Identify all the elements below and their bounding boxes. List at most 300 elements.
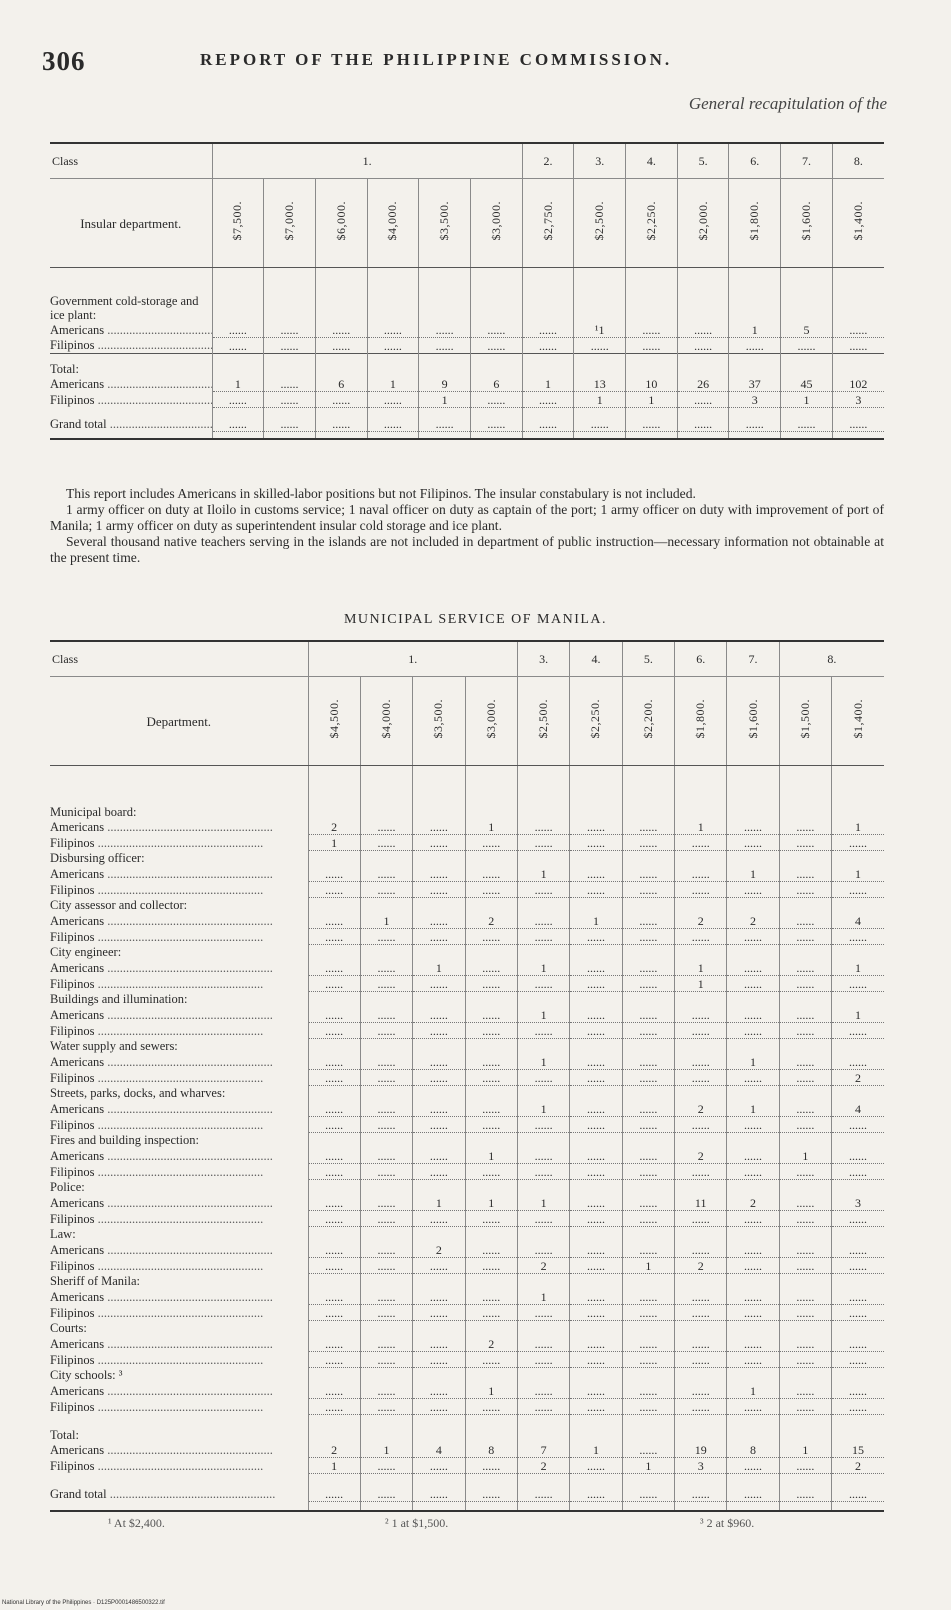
value-cell: 1 — [779, 1148, 831, 1164]
value-cell: ...... — [727, 1117, 779, 1133]
value-cell: ...... — [308, 1258, 360, 1274]
value-cell: ...... — [675, 1486, 727, 1502]
dept-americans-row — [50, 913, 884, 929]
value-cell: ...... — [832, 1383, 884, 1399]
value-cell: ...... — [622, 1023, 674, 1039]
value-cell: ...... — [675, 1289, 727, 1305]
value-cell: 4 — [832, 913, 884, 929]
value-cell: ...... — [522, 322, 574, 338]
salary-label: $1,800. — [747, 201, 762, 241]
value-cell: 1 — [622, 1458, 674, 1474]
class-header-4: 4. — [626, 143, 678, 179]
department-name: Law: — [50, 1227, 76, 1242]
value-cell: ...... — [570, 1289, 622, 1305]
value-cell: ...... — [360, 1054, 412, 1070]
value-cell: 1 — [517, 1054, 569, 1070]
value-cell: ...... — [212, 338, 264, 354]
value-cell: 1 — [465, 1195, 517, 1211]
value-cell: ...... — [517, 1211, 569, 1227]
value-cell: ...... — [470, 322, 522, 338]
department-name: City schools: ³ — [50, 1368, 123, 1383]
value-cell: ...... — [360, 1352, 412, 1368]
value-cell: ...... — [308, 1164, 360, 1180]
value-cell: ...... — [419, 416, 471, 432]
value-cell: ...... — [413, 1399, 465, 1415]
gov-cold-storage-label: Government cold-storage and ice plant: — [50, 294, 199, 322]
value-cell: 11 — [675, 1195, 727, 1211]
dept-americans-row — [50, 1195, 884, 1211]
value-cell: ...... — [675, 1023, 727, 1039]
value-cell: ...... — [465, 1023, 517, 1039]
salary-header — [470, 179, 522, 268]
category-row — [50, 1039, 884, 1055]
value-cell: ...... — [413, 1383, 465, 1399]
value-cell: ...... — [727, 1399, 779, 1415]
value-cell: ...... — [212, 416, 264, 432]
value-cell: 1 — [727, 1101, 779, 1117]
value-cell: 2 — [517, 1458, 569, 1474]
salary-header — [212, 179, 264, 268]
value-cell: ...... — [727, 835, 779, 851]
value-cell: ...... — [517, 913, 569, 929]
value-cell: ...... — [570, 1023, 622, 1039]
total-americans-row — [50, 376, 884, 392]
value-cell: ...... — [308, 1023, 360, 1039]
total-filipinos-row-label: Filipinos ..... — [50, 1458, 308, 1474]
value-cell: ...... — [779, 1383, 831, 1399]
value-cell: ...... — [570, 1148, 622, 1164]
value-cell: ...... — [570, 1242, 622, 1258]
value-cell: ...... — [517, 1164, 569, 1180]
value-cell: ...... — [413, 1289, 465, 1305]
value-cell: 15 — [832, 1442, 884, 1458]
value-cell: ...... — [570, 929, 622, 945]
value-cell: ...... — [413, 1023, 465, 1039]
department-name: Fires and building inspection: — [50, 1133, 199, 1148]
dept-filipinos-row — [50, 1023, 884, 1039]
value-cell: 1 — [570, 913, 622, 929]
class-header-7: 7. — [781, 143, 833, 179]
salary-header — [626, 179, 678, 268]
class-header: 6. — [675, 641, 727, 677]
dept-filipinos-row-label: Filipinos ..... — [50, 929, 308, 945]
class-label: Class — [50, 143, 212, 179]
value-cell: ...... — [570, 1352, 622, 1368]
value-cell: ...... — [622, 866, 674, 882]
value-cell: 1 — [517, 1195, 569, 1211]
value-cell: ...... — [360, 819, 412, 835]
salary-header — [522, 179, 574, 268]
category-row — [50, 851, 884, 867]
value-cell: ...... — [729, 416, 781, 432]
value-cell: ...... — [675, 1211, 727, 1227]
value-cell: ...... — [727, 1007, 779, 1023]
salary-header — [570, 677, 622, 766]
salary-header — [781, 179, 833, 268]
salary-label: $3,500. — [431, 699, 446, 739]
value-cell: 1 — [832, 866, 884, 882]
value-cell: ...... — [470, 416, 522, 432]
value-cell: 45 — [781, 376, 833, 392]
value-cell: 7 — [517, 1442, 569, 1458]
value-cell: ...... — [779, 1289, 831, 1305]
value-cell: 2 — [308, 1442, 360, 1458]
value-cell: ...... — [779, 882, 831, 898]
value-cell: 1 — [465, 1383, 517, 1399]
salary-label: $1,500. — [797, 699, 812, 739]
grand-total-row — [50, 1486, 884, 1502]
value-cell: ...... — [360, 1383, 412, 1399]
value-cell: ...... — [360, 1101, 412, 1117]
value-cell: ...... — [779, 1458, 831, 1474]
page-number: 306 — [42, 46, 86, 76]
value-cell: 2 — [465, 913, 517, 929]
value-cell: 4 — [413, 1442, 465, 1458]
note-2: 1 army officer on duty at Iloilo in customs service; 1 naval officer on duty as captain of the port; 1 army officer on duty with improvement of port of Manila; 1 army officer on duty as superintendent insular cold storage and ice plant. — [50, 502, 884, 533]
value-cell: 3 — [832, 392, 884, 408]
value-cell: ...... — [570, 835, 622, 851]
value-cell: ...... — [517, 819, 569, 835]
value-cell: 2 — [675, 1258, 727, 1274]
salary-header — [574, 179, 626, 268]
dept-americans-row — [50, 960, 884, 976]
dept-filipinos-row-label: Filipinos ..... — [50, 1070, 308, 1086]
dept-filipinos-row — [50, 929, 884, 945]
value-cell: ...... — [367, 338, 419, 354]
value-cell: 1 — [308, 1458, 360, 1474]
value-cell: ...... — [781, 338, 833, 354]
value-cell: ...... — [413, 1336, 465, 1352]
value-cell: ...... — [517, 1352, 569, 1368]
value-cell: ...... — [308, 866, 360, 882]
value-cell: ...... — [360, 1195, 412, 1211]
value-cell: ...... — [360, 1211, 412, 1227]
value-cell: 1 — [517, 866, 569, 882]
value-cell: 2 — [675, 913, 727, 929]
value-cell: ...... — [727, 1305, 779, 1321]
salary-row — [50, 179, 884, 268]
value-cell: ...... — [465, 1007, 517, 1023]
value-cell: 8 — [727, 1442, 779, 1458]
table-subhead: General recapitulation of the — [688, 94, 887, 113]
class-row — [50, 143, 884, 179]
value-cell: 1 — [675, 976, 727, 992]
value-cell: ...... — [727, 882, 779, 898]
value-cell: ...... — [622, 929, 674, 945]
value-cell: 37 — [729, 376, 781, 392]
salary-label: $2,000. — [695, 201, 710, 241]
value-cell: ...... — [360, 1336, 412, 1352]
value-cell: ...... — [264, 376, 316, 392]
category-row — [50, 1274, 884, 1290]
value-cell: 1 — [465, 1148, 517, 1164]
value-cell: ...... — [413, 819, 465, 835]
value-cell: ...... — [622, 1101, 674, 1117]
value-cell: ...... — [570, 1117, 622, 1133]
salary-header — [360, 677, 412, 766]
value-cell: ...... — [308, 929, 360, 945]
value-cell: 102 — [832, 376, 884, 392]
value-cell: ...... — [779, 819, 831, 835]
value-cell: ...... — [675, 1352, 727, 1368]
value-cell: ...... — [622, 1289, 674, 1305]
value-cell: ...... — [727, 1289, 779, 1305]
value-cell: ...... — [264, 322, 316, 338]
value-cell: ...... — [622, 1148, 674, 1164]
dept-americans-row-label: Americans ..... — [50, 913, 308, 929]
value-cell: 2 — [413, 1242, 465, 1258]
value-cell: ...... — [832, 976, 884, 992]
spacer-row — [50, 1474, 884, 1487]
category-row — [50, 1227, 884, 1243]
dept-filipinos-row — [50, 1211, 884, 1227]
value-cell: ...... — [675, 866, 727, 882]
value-cell: ...... — [308, 960, 360, 976]
dept-americans-row — [50, 1148, 884, 1164]
dept-americans-row-label: Americans ..... — [50, 1383, 308, 1399]
value-cell: 1 — [832, 1007, 884, 1023]
value-cell: 10 — [626, 376, 678, 392]
category-row — [50, 992, 884, 1008]
value-cell: ...... — [622, 882, 674, 898]
footnote-1: ¹ At $2,400. — [108, 1516, 165, 1530]
value-cell: ...... — [779, 1305, 831, 1321]
category-row — [50, 1086, 884, 1102]
value-cell: ...... — [465, 976, 517, 992]
dept-americans-row-label: Americans ..... — [50, 1101, 308, 1117]
salary-label: $2,250. — [643, 201, 658, 241]
value-cell: ...... — [360, 835, 412, 851]
value-cell: ...... — [308, 1352, 360, 1368]
value-cell: ...... — [570, 1195, 622, 1211]
value-cell: ...... — [308, 1195, 360, 1211]
value-cell: ...... — [360, 929, 412, 945]
value-cell: ...... — [779, 1101, 831, 1117]
value-cell: ...... — [308, 913, 360, 929]
value-cell: ...... — [779, 866, 831, 882]
value-cell: ...... — [570, 1070, 622, 1086]
value-cell: ...... — [570, 1336, 622, 1352]
value-cell: ...... — [419, 322, 471, 338]
value-cell: 26 — [677, 376, 729, 392]
grand-total-row — [50, 416, 884, 432]
value-cell: ...... — [779, 1399, 831, 1415]
value-cell: 2 — [832, 1458, 884, 1474]
value-cell: ...... — [675, 1399, 727, 1415]
salary-label: $2,200. — [640, 699, 655, 739]
value-cell: ...... — [517, 1070, 569, 1086]
value-cell: ...... — [360, 1486, 412, 1502]
salary-label: $4,000. — [379, 699, 394, 739]
value-cell: ...... — [465, 929, 517, 945]
category-row — [50, 362, 884, 376]
department-name: City engineer: — [50, 945, 122, 960]
value-cell: ...... — [779, 1164, 831, 1180]
value-cell: ...... — [465, 1289, 517, 1305]
value-cell: ...... — [727, 1023, 779, 1039]
value-cell: ...... — [779, 835, 831, 851]
value-cell: 2 — [517, 1258, 569, 1274]
value-cell: ...... — [570, 1399, 622, 1415]
value-cell: ...... — [308, 1242, 360, 1258]
category-row — [50, 945, 884, 961]
value-cell: ...... — [413, 1458, 465, 1474]
salary-label: $2,500. — [536, 699, 551, 739]
value-cell: ...... — [727, 819, 779, 835]
value-cell: ...... — [622, 1164, 674, 1180]
value-cell: ...... — [360, 866, 412, 882]
value-cell: ...... — [832, 1399, 884, 1415]
grand-total-row-label: Grand total ..... — [50, 416, 212, 432]
salary-header — [465, 677, 517, 766]
value-cell: ...... — [360, 1164, 412, 1180]
value-cell: ...... — [413, 1211, 465, 1227]
value-cell: 1 — [779, 1442, 831, 1458]
value-cell: ...... — [517, 1242, 569, 1258]
value-cell: ...... — [622, 1352, 674, 1368]
value-cell: ...... — [675, 1007, 727, 1023]
value-cell: ...... — [570, 1101, 622, 1117]
value-cell: ...... — [622, 1195, 674, 1211]
value-cell: ...... — [832, 1352, 884, 1368]
salary-header — [779, 677, 831, 766]
value-cell: ...... — [413, 1305, 465, 1321]
value-cell: ...... — [622, 913, 674, 929]
value-cell: ...... — [675, 1164, 727, 1180]
value-cell: ...... — [727, 1070, 779, 1086]
value-cell: 8 — [465, 1442, 517, 1458]
value-cell: 4 — [832, 1101, 884, 1117]
value-cell: ...... — [779, 1117, 831, 1133]
value-cell: ...... — [570, 976, 622, 992]
salary-label: $3,500. — [437, 201, 452, 241]
footnote-2: ² 1 at $1,500. — [385, 1516, 449, 1530]
value-cell: ...... — [465, 835, 517, 851]
value-cell: 1 — [465, 819, 517, 835]
value-cell: ...... — [574, 338, 626, 354]
value-cell: ...... — [360, 1023, 412, 1039]
value-cell: ...... — [413, 929, 465, 945]
value-cell: 3 — [675, 1458, 727, 1474]
salary-header — [413, 677, 465, 766]
value-cell: ...... — [465, 1242, 517, 1258]
value-cell: ...... — [622, 1442, 674, 1458]
salary-label: $2,750. — [540, 201, 555, 241]
value-cell: ...... — [626, 338, 678, 354]
value-cell: ...... — [465, 960, 517, 976]
salary-label: $1,800. — [693, 699, 708, 739]
value-cell: 2 — [308, 819, 360, 835]
value-cell: ...... — [517, 835, 569, 851]
value-cell: 1 — [360, 913, 412, 929]
dept-filipinos-row-label: Filipinos ..... — [50, 835, 308, 851]
value-cell: ...... — [622, 1054, 674, 1070]
total-filipinos-row-label: Filipinos ..... — [50, 392, 212, 408]
value-cell: ...... — [570, 1007, 622, 1023]
value-cell: 1 — [781, 392, 833, 408]
dept-americans-row-label: Americans ..... — [50, 960, 308, 976]
value-cell: ...... — [832, 338, 884, 354]
value-cell: ...... — [517, 1383, 569, 1399]
value-cell: ...... — [470, 392, 522, 408]
value-cell: 1 — [727, 1383, 779, 1399]
value-cell: 13 — [574, 376, 626, 392]
dept-americans-row-label: Americans ..... — [50, 1242, 308, 1258]
dept-filipinos-row-label: Filipinos ..... — [50, 1399, 308, 1415]
value-cell: ...... — [779, 1023, 831, 1039]
value-cell: ...... — [832, 1289, 884, 1305]
value-cell: 6 — [315, 376, 367, 392]
value-cell: ...... — [727, 1211, 779, 1227]
value-cell: ...... — [413, 866, 465, 882]
total-label: Total: — [50, 1427, 79, 1442]
value-cell: 2 — [727, 913, 779, 929]
dept-filipinos-row — [50, 976, 884, 992]
dept-filipinos-row — [50, 835, 884, 851]
value-cell: ...... — [360, 1070, 412, 1086]
value-cell: ...... — [465, 1486, 517, 1502]
value-cell: 2 — [465, 1336, 517, 1352]
value-cell: ...... — [781, 416, 833, 432]
gov-filipinos-row — [50, 338, 884, 354]
department-name: City assessor and collector: — [50, 898, 188, 913]
class-label: Class — [50, 641, 308, 677]
value-cell: ...... — [465, 1352, 517, 1368]
value-cell: 1 — [574, 392, 626, 408]
value-cell: 1 — [367, 376, 419, 392]
salary-label: $4,000. — [385, 201, 400, 241]
value-cell: ...... — [360, 1148, 412, 1164]
value-cell: ...... — [308, 882, 360, 898]
dept-americans-row-label: Americans ..... — [50, 1289, 308, 1305]
value-cell: ...... — [622, 976, 674, 992]
value-cell: ...... — [727, 1352, 779, 1368]
value-cell: ...... — [522, 338, 574, 354]
value-cell: ...... — [832, 1305, 884, 1321]
value-cell: 1 — [517, 1289, 569, 1305]
value-cell: ...... — [308, 1070, 360, 1086]
value-cell: ...... — [570, 819, 622, 835]
value-cell: 1 — [212, 376, 264, 392]
value-cell: ...... — [465, 1258, 517, 1274]
category-row — [50, 898, 884, 914]
salary-header — [264, 179, 316, 268]
value-cell: ...... — [570, 1486, 622, 1502]
value-cell: 1 — [626, 392, 678, 408]
value-cell: ...... — [622, 1211, 674, 1227]
value-cell: ...... — [470, 338, 522, 354]
salary-header — [517, 677, 569, 766]
value-cell: ...... — [677, 416, 729, 432]
value-cell: ...... — [360, 1117, 412, 1133]
dept-filipinos-row — [50, 1258, 884, 1274]
spacer-row — [50, 432, 884, 440]
value-cell: ...... — [465, 1101, 517, 1117]
value-cell: ...... — [413, 1054, 465, 1070]
class-header-6: 6. — [729, 143, 781, 179]
value-cell: ...... — [675, 882, 727, 898]
dept-filipinos-row — [50, 1352, 884, 1368]
value-cell: ...... — [622, 1117, 674, 1133]
value-cell: ...... — [675, 1070, 727, 1086]
value-cell: 2 — [832, 1070, 884, 1086]
dept-filipinos-row — [50, 1070, 884, 1086]
salary-header — [677, 179, 729, 268]
salary-label: $7,000. — [282, 201, 297, 241]
value-cell: ...... — [517, 976, 569, 992]
note-3: Several thousand native teachers serving in the islands are not included in department of public instruction—necessary information not obtainable at the present time. — [50, 534, 884, 565]
value-cell: ...... — [465, 1164, 517, 1180]
